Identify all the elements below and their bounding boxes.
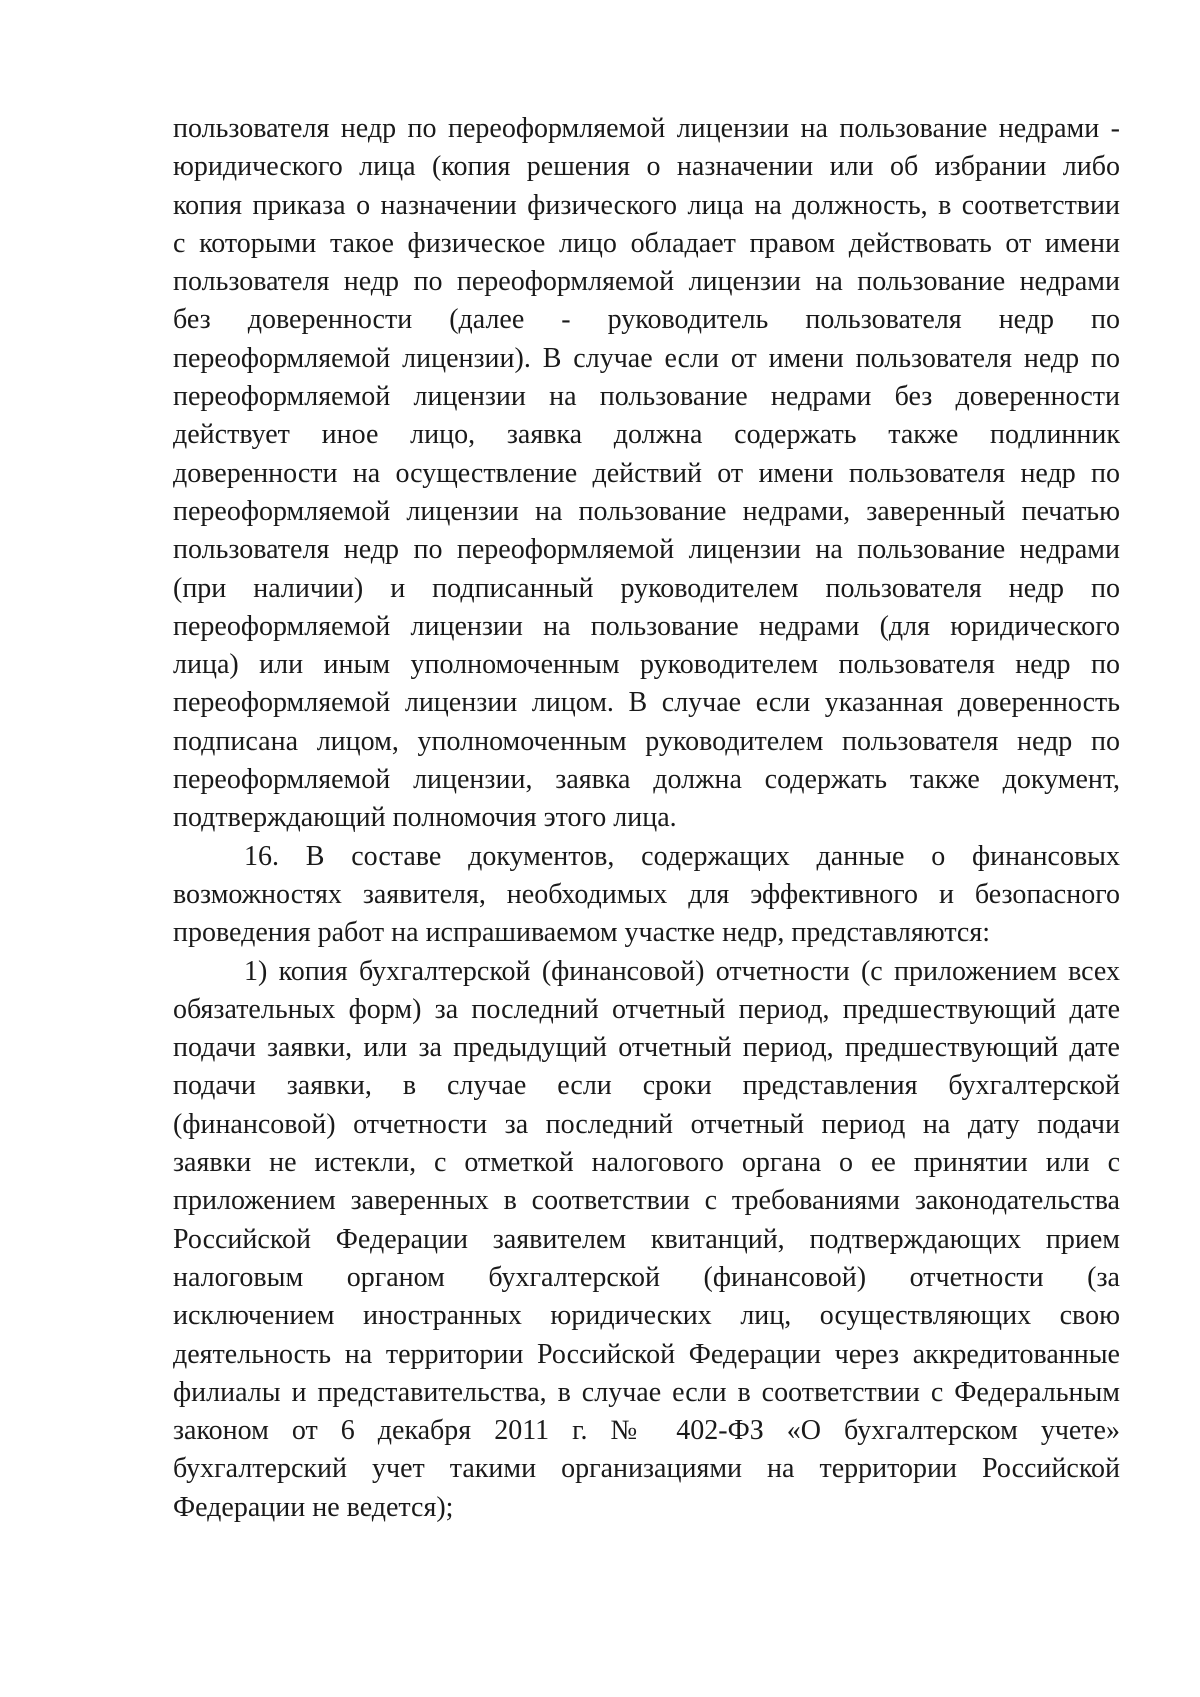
text-line: подписана лицом, уполномоченным руководителем пользователя недр по	[173, 725, 1120, 757]
text-line: приложением заверенных в соответствии с требованиями законодательства	[173, 1185, 1120, 1217]
text-line: переоформляемой лицензии лицом. В случае если указанная доверенность	[173, 687, 1120, 719]
text-line: Российской Федерации заявителем квитанций, подтверждающих прием	[173, 1223, 1120, 1255]
text-line: (при наличии) и подписанный руководителем пользователя недр по	[173, 572, 1120, 604]
text-line: заявки не истекли, с отметкой налогового органа о ее принятии или с	[173, 1147, 1120, 1179]
text-line: проведения работ на испрашиваемом участке недр, представляются:	[173, 917, 990, 949]
text-line: обязательных форм) за последний отчетный период, предшествующий дате	[173, 993, 1120, 1025]
text-line: юридического лица (копия решения о назначении или об избрании либо	[173, 151, 1120, 183]
text-line: исключением иностранных юридических лиц, осуществляющих свою	[173, 1300, 1120, 1332]
text-line: пользователя недр по переоформляемой лицензии на пользование недрами	[173, 266, 1120, 298]
text-line: подачи заявки, или за предыдущий отчетный период, предшествующий дате	[173, 1032, 1120, 1064]
text-line: пользователя недр по переоформляемой лицензии на пользование недрами -	[173, 113, 1120, 144]
text-line: филиалы и представительства, в случае если в соответствии с Федеральным	[173, 1376, 1120, 1408]
text-line: с которыми такое физическое лицо обладает правом действовать от имени	[173, 227, 1120, 259]
text-line: переоформляемой лицензии на пользование недрами без доверенности	[173, 381, 1120, 413]
text-line: переоформляемой лицензии на пользование недрами, заверенный печатью	[173, 495, 1120, 527]
text-line: без доверенности (далее - руководитель пользователя недр по	[173, 304, 1120, 336]
text-line: переоформляемой лицензии). В случае если от имени пользователя недр по	[173, 342, 1120, 374]
text-line: законом от 6 декабря 2011 г. № 402-ФЗ «О бухгалтерском учете»	[173, 1415, 1120, 1447]
text-line: подтверждающий полномочия этого лица.	[173, 802, 677, 834]
paragraph-16-first-line: 16. В составе документов, содержащих данные о финансовых	[244, 840, 1120, 872]
text-line: бухгалтерский учет такими организациями на территории Российской	[173, 1453, 1120, 1485]
text-line: копия приказа о назначении физического лица на должность, в соответствии	[173, 189, 1120, 221]
text-line: доверенности на осуществление действий от имени пользователя недр по	[173, 457, 1120, 489]
text-line: возможностях заявителя, необходимых для эффективного и безопасного	[173, 878, 1120, 910]
text-line: переоформляемой лицензии, заявка должна содержать также документ,	[173, 764, 1120, 796]
item-1-first-line: 1) копия бухгалтерской (финансовой) отчетности (с приложением всех	[244, 955, 1120, 987]
document-body-text	[173, 110, 1120, 1527]
text-line: пользователя недр по переоформляемой лицензии на пользование недрами	[173, 534, 1120, 566]
text-line: Федерации не ведется);	[173, 1491, 454, 1523]
text-line: подачи заявки, в случае если сроки представления бухгалтерской	[173, 1070, 1120, 1102]
text-line: переоформляемой лицензии на пользование недрами (для юридического	[173, 610, 1120, 642]
text-line: (финансовой) отчетности за последний отчетный период на дату подачи	[173, 1108, 1120, 1140]
text-line: налоговым органом бухгалтерской (финансовой) отчетности (за	[173, 1261, 1120, 1293]
text-line: деятельность на территории Российской Федерации через аккредитованные	[173, 1338, 1120, 1370]
text-line: лица) или иным уполномоченным руководителем пользователя недр по	[173, 649, 1120, 681]
text-line: действует иное лицо, заявка должна содержать также подлинник	[173, 419, 1120, 451]
